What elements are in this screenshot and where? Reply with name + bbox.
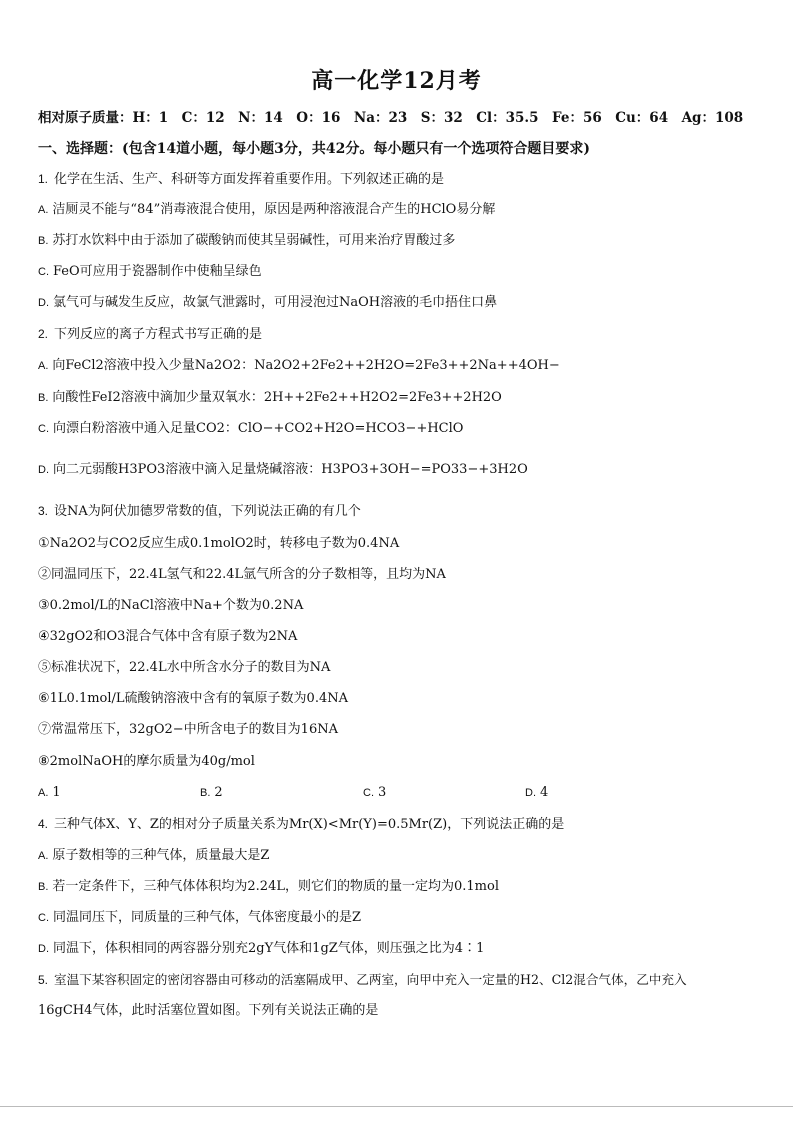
- q1-option-a: A. 洁厕灵不能与“84”消毒液混合使用，原因是两种溶液混合产生的HClO易分解: [38, 202, 496, 217]
- q3-item-1: ①Na2O2与CO2反应生成0.1molO2时，转移电子数为0.4NA: [38, 536, 400, 551]
- q3-option-b: B. 2: [200, 785, 223, 800]
- question-2: 2. 下列反应的离子方程式书写正确的是: [38, 327, 263, 342]
- page-bottom-rule: [0, 1106, 793, 1107]
- q2-option-b: B. 向酸性FeI2溶液中滴加少量双氧水：2H++2Fe2++H2O2=2Fe3++2H2O: [38, 390, 502, 405]
- question-3: 3. 设NA为阿伏加德罗常数的值，下列说法正确的有几个: [38, 504, 361, 519]
- q2-option-d: D. 向二元弱酸H3PO3溶液中滴入足量烧碱溶液：H3PO3+3OH−=PO33−+3H2O: [38, 462, 528, 477]
- q1-option-b: B. 苏打水饮料中由于添加了碳酸钠而使其呈弱碱性，可用来治疗胃酸过多: [38, 233, 456, 248]
- q3-option-a: A. 1: [38, 785, 61, 800]
- question-4: 4. 三种气体X、Y、Z的相对分子质量关系为Mr(X)<Mr(Y)=0.5Mr(Z)，下列说法正确的是: [38, 817, 565, 832]
- q3-option-d: D. 4: [525, 785, 549, 800]
- section-heading: 一、选择题：(包含14道小题，每小题3分，共42分。每小题只有一个选项符合题目要求): [38, 141, 590, 157]
- q3-item-3: ③0.2mol/L的NaCl溶液中Na+个数为0.2NA: [38, 598, 304, 613]
- q3-item-5: ⑤标准状况下，22.4L水中所含水分子的数目为NA: [38, 660, 331, 675]
- q4-option-c: C. 同温同压下，同质量的三种气体，气体密度最小的是Z: [38, 910, 362, 925]
- page-title: 高一化学12月考: [311, 68, 482, 94]
- question-5-continued: 16gCH4气体，此时活塞位置如图。下列有关说法正确的是: [38, 1003, 379, 1018]
- atomic-masses: 相对原子质量：H：1 C：12 N：14 O：16 Na：23 S：32 Cl：35.5 Fe：56 Cu：64 Ag：108: [38, 110, 744, 126]
- q3-item-4: ④32gO2和O3混合气体中含有原子数为2NA: [38, 629, 298, 644]
- q3-item-7: ⑦常温常压下，32gO2−中所含电子的数目为16NA: [38, 722, 338, 737]
- q3-option-c: C. 3: [363, 785, 387, 800]
- q4-option-b: B. 若一定条件下，三种气体体积均为2.24L，则它们的物质的量一定均为0.1mol: [38, 879, 499, 894]
- q1-option-d: D. 氯气可与碱发生反应，故氯气泄露时，可用浸泡过NaOH溶液的毛巾捂住口鼻: [38, 295, 498, 310]
- q3-item-8: ⑧2molNaOH的摩尔质量为40g/mol: [38, 754, 255, 769]
- question-1: 1. 化学在生活、生产、科研等方面发挥着重要作用。下列叙述正确的是: [38, 172, 445, 187]
- q3-item-2: ②同温同压下，22.4L氢气和22.4L氩气所含的分子数相等，且均为NA: [38, 567, 446, 582]
- question-5: 5. 室温下某容积固定的密闭容器由可移动的活塞隔成甲、乙两室，向甲中充入一定量的H2、Cl2混合气体，乙中充入: [38, 972, 687, 987]
- q2-option-c: C. 向漂白粉溶液中通入足量CO2：ClO−+CO2+H2O=HCO3−+HClO: [38, 421, 464, 436]
- q2-option-a: A. 向FeCl2溶液中投入少量Na2O2：Na2O2+2Fe2++2H2O=2Fe3++2Na++4OH−: [38, 358, 560, 373]
- q3-item-6: ⑥1L0.1mol/L硫酸钠溶液中含有的氧原子数为0.4NA: [38, 691, 348, 706]
- q1-option-c: C. FeO可应用于瓷器制作中使釉呈绿色: [38, 264, 262, 279]
- q4-option-a: A. 原子数相等的三种气体，质量最大是Z: [38, 848, 270, 863]
- q4-option-d: D. 同温下，体积相同的两容器分别充2gY气体和1gZ气体，则压强之比为4∶1: [38, 941, 485, 956]
